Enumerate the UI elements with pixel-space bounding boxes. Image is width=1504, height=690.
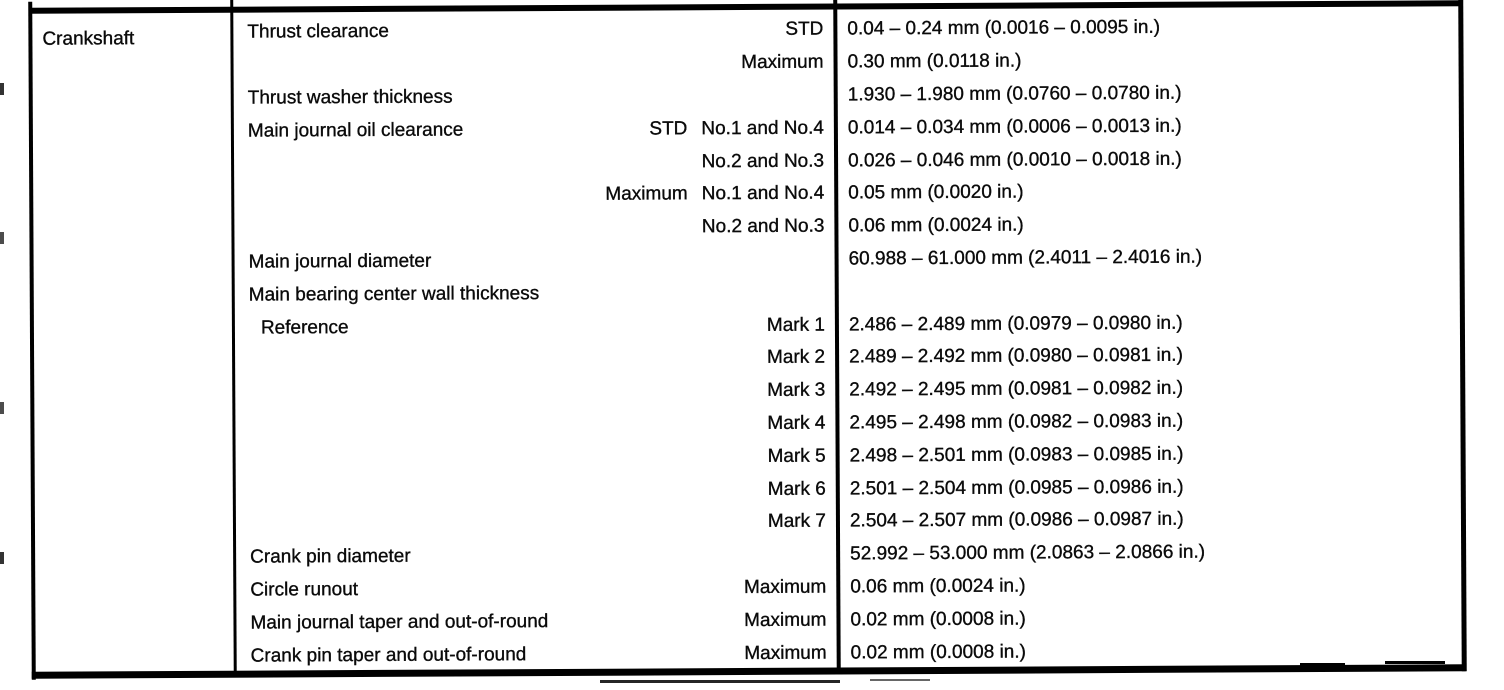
item-cell xyxy=(236,576,836,601)
value-cell xyxy=(837,639,1461,664)
qualifier-label: Maximum xyxy=(605,183,688,206)
item-cell xyxy=(236,478,836,503)
qualifier-group xyxy=(767,413,825,435)
value-text: 2.486 – 2.489 mm (0.0979 – 0.0980 in.) xyxy=(848,312,1183,336)
qualifier-group xyxy=(768,511,826,533)
detail-label: No.1 and No.4 xyxy=(701,182,825,205)
detail-label: Mark 1 xyxy=(766,314,825,336)
detail-label: Mark 6 xyxy=(767,478,826,500)
scan-artifact xyxy=(0,402,4,414)
value-cell xyxy=(833,48,1457,73)
component-cell xyxy=(32,13,233,672)
value-text: 1.930 – 1.980 mm (0.0760 – 0.0780 in.) xyxy=(847,82,1182,106)
value-cell xyxy=(835,409,1459,434)
item-cell xyxy=(234,85,834,110)
item-label: Thrust washer thickness xyxy=(247,86,453,109)
item-label: Reference xyxy=(260,316,349,339)
value-text: 0.06 mm (0.0024 in.) xyxy=(850,575,1026,598)
value-cell xyxy=(836,573,1460,598)
qualifier-group xyxy=(701,150,824,173)
spec-rows xyxy=(233,4,1460,672)
value-text: 0.02 mm (0.0008 in.) xyxy=(850,608,1026,631)
spec-row xyxy=(237,633,1461,672)
qualifier-group xyxy=(741,52,823,74)
qualifier-group xyxy=(744,609,826,631)
item-cell xyxy=(235,249,835,274)
scan-artifact xyxy=(870,679,930,681)
component-name: Crankshaft xyxy=(42,28,135,50)
value-cell xyxy=(836,540,1460,565)
item-cell xyxy=(233,19,833,44)
qualifier-group xyxy=(767,380,825,402)
value-text: 0.014 – 0.034 mm (0.0006 – 0.0013 in.) xyxy=(847,115,1182,139)
scan-artifact xyxy=(0,552,4,564)
item-label: Main journal diameter xyxy=(248,250,432,273)
item-label: Main bearing center wall thickness xyxy=(248,282,540,306)
qualifier-label: STD xyxy=(649,118,688,140)
detail-label: No.2 and No.3 xyxy=(701,150,825,172)
item-label: Main journal taper and out-of-round xyxy=(250,610,549,634)
qualifier-group xyxy=(744,642,826,664)
item-label: Circle runout xyxy=(250,578,359,601)
value-text: 2.504 – 2.507 mm (0.0986 – 0.0987 in.) xyxy=(849,509,1184,532)
detail-label: No.1 and No.4 xyxy=(701,117,824,140)
qualifier-label: Maximum xyxy=(743,576,827,598)
value-text: 2.492 – 2.495 mm (0.0981 – 0.0982 in.) xyxy=(849,377,1184,401)
item-cell xyxy=(236,445,836,470)
qualifier-group xyxy=(785,19,823,41)
scan-artifact xyxy=(0,83,4,95)
qualifier-group xyxy=(702,216,825,239)
item-label: Crank pin diameter xyxy=(250,545,411,568)
value-cell xyxy=(834,147,1458,172)
value-cell xyxy=(835,289,1459,292)
value-cell xyxy=(836,442,1460,467)
item-cell xyxy=(235,314,835,339)
scan-artifact xyxy=(1300,663,1345,666)
item-cell xyxy=(235,281,835,306)
item-cell xyxy=(236,544,836,569)
scan-artifact xyxy=(0,232,4,244)
value-cell xyxy=(834,114,1458,139)
value-text: 0.02 mm (0.0008 in.) xyxy=(850,641,1027,663)
value-text: 2.501 – 2.504 mm (0.0985 – 0.0986 in.) xyxy=(849,476,1184,500)
value-cell xyxy=(836,508,1460,533)
qualifier-label: Maximum xyxy=(744,609,827,631)
crankshaft-spec-table xyxy=(28,0,1467,682)
qualifier-label: STD xyxy=(785,18,824,41)
item-cell xyxy=(235,412,835,437)
detail-label: Mark 3 xyxy=(767,379,826,402)
item-cell xyxy=(236,609,836,634)
value-text: 2.495 – 2.498 mm (0.0982 – 0.0983 in.) xyxy=(849,410,1184,434)
item-cell xyxy=(237,642,837,667)
value-text: 60.988 – 61.000 mm (2.4011 – 2.4016 in.) xyxy=(848,246,1203,270)
item-cell xyxy=(235,380,835,405)
item-label: Crank pin taper and out-of-round xyxy=(250,643,527,667)
detail-label: Mark 4 xyxy=(767,412,826,434)
item-cell xyxy=(234,216,834,241)
value-text: 0.06 mm (0.0024 in.) xyxy=(848,214,1024,237)
qualifier-group xyxy=(768,478,826,500)
value-text: 52.992 – 53.000 mm (2.0863 – 2.0866 in.) xyxy=(850,541,1206,565)
value-cell xyxy=(835,376,1459,401)
qualifier-group xyxy=(767,314,825,336)
value-text: 2.498 – 2.501 mm (0.0983 – 0.0985 in.) xyxy=(849,443,1184,467)
item-label: Main journal oil clearance xyxy=(247,119,464,142)
value-cell xyxy=(835,311,1459,336)
value-cell xyxy=(836,606,1460,631)
scan-artifact xyxy=(1385,661,1445,664)
item-cell xyxy=(234,183,834,208)
detail-label: Mark 2 xyxy=(766,346,826,369)
item-cell xyxy=(234,52,834,77)
item-cell xyxy=(235,347,835,372)
detail-label: No.2 and No.3 xyxy=(701,215,825,238)
detail-label: Mark 5 xyxy=(767,445,826,467)
detail-label: Mark 7 xyxy=(767,510,827,533)
item-cell xyxy=(234,150,834,175)
value-text: 2.489 – 2.492 mm (0.0980 – 0.0981 in.) xyxy=(849,345,1183,368)
value-cell xyxy=(834,81,1458,106)
value-cell xyxy=(835,344,1459,369)
qualifier-group xyxy=(744,577,826,599)
value-text: 0.05 mm (0.0020 in.) xyxy=(848,181,1024,204)
value-cell xyxy=(836,475,1460,500)
value-cell xyxy=(834,212,1458,237)
qualifier-group xyxy=(605,183,824,206)
value-text: 0.026 – 0.046 mm (0.0010 – 0.0018 in.) xyxy=(848,148,1182,172)
qualifier-group xyxy=(767,347,825,369)
qualifier-label: Maximum xyxy=(744,642,827,664)
item-cell xyxy=(234,117,834,142)
item-cell xyxy=(236,511,836,536)
qualifier-group xyxy=(649,117,824,140)
value-text: 0.30 mm (0.0118 in.) xyxy=(847,50,1022,73)
value-cell xyxy=(835,245,1459,270)
value-text: 0.04 – 0.24 mm (0.0016 – 0.0095 in.) xyxy=(847,17,1161,40)
qualifier-label: Maximum xyxy=(741,51,824,74)
item-label: Thrust clearance xyxy=(247,21,389,44)
qualifier-group xyxy=(767,445,825,467)
value-cell xyxy=(833,16,1457,41)
value-cell xyxy=(834,180,1458,205)
scan-artifact xyxy=(600,680,840,683)
